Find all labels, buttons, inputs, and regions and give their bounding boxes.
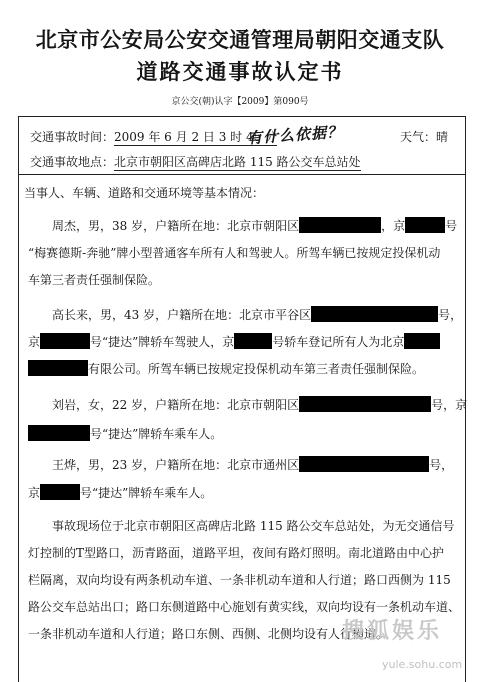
party1-text: 号: [445, 219, 458, 233]
party2-text: 京: [28, 335, 41, 349]
weather-row: [400, 128, 448, 145]
redaction-block: [311, 306, 438, 322]
scene-line2: 灯控制的T型路口，沥青路面，道路平坦，夜间有路灯照明。南北道路由中心护: [28, 546, 445, 560]
party3-text: 号，京: [431, 398, 468, 412]
party3-line1: [52, 396, 467, 413]
redaction-block: [299, 396, 431, 412]
document-title: 道路交通事故认定书: [136, 60, 344, 84]
party4-text: 京: [28, 486, 41, 500]
incident-place-row: [30, 153, 361, 170]
scene-line5: 一条非机动车道和人行道；路口东侧、西侧、北侧均设有人行横道。: [28, 627, 389, 641]
place-value: 北京市朝阳区高碑店北路 115 路公交车总站处: [114, 155, 361, 169]
incident-time-row: [30, 128, 277, 145]
handwritten-note: 有什么依据？: [246, 122, 344, 148]
party2-line3: [28, 360, 424, 377]
place-label: 交通事故地点：: [30, 155, 115, 169]
redaction-block: [40, 333, 90, 349]
party1-line2: “梅赛德斯-奔驰”牌小型普通客车所有人和驾驶人。所驾车辆已按规定投保机动: [28, 246, 441, 260]
scene-line3: 栏隔离，双向均设有两条机动车道、一条非机动车道和人行道；路口西侧为 115: [28, 573, 451, 587]
authority-title: 北京市公安局公安交通管理局朝阳交通支队: [35, 28, 445, 52]
party1-text: 周杰，男，38 岁，户籍所在地：北京市朝阳区: [52, 219, 300, 233]
party2-text: 号轿车登记所有人为北京: [272, 335, 405, 349]
party4-line1: [52, 456, 453, 473]
redaction-block: [234, 333, 272, 349]
party2-line2: [28, 333, 440, 350]
party2-text: 高长来，男，43 岁，户籍所在地：北京市平谷区: [52, 308, 312, 322]
party2-text: 号“捷达”牌轿车驾驶人，京: [90, 335, 235, 349]
scene-line4: 路公交车总站出口；路口东侧道路中心施划有黄实线，双向均设有一条机动车道、: [28, 600, 461, 614]
sohu-watermark-url: yule.sohu.com: [382, 658, 463, 671]
party2-text: 号，: [438, 308, 463, 322]
party3-text: 刘岩，女，22 岁，户籍所在地：北京市朝阳区: [52, 398, 300, 412]
party2-line1: [52, 306, 462, 323]
party4-text: 号，: [429, 458, 454, 472]
weather-label: 天气：: [400, 130, 437, 144]
redaction-block: [28, 425, 90, 441]
party2-text: 有限公司。所驾车辆已按规定投保机动车第三者责任强制保险。: [88, 362, 425, 376]
party1-text: ，京: [381, 219, 406, 233]
redaction-block: [405, 217, 445, 233]
redaction-block: [28, 360, 88, 376]
party4-text: 号“捷达”牌轿车乘车人。: [80, 486, 213, 500]
document-number: 京公交(朝)认字【2009】第090号: [171, 97, 309, 107]
party3-text: 号“捷达”牌轿车乘车人。: [90, 427, 223, 441]
scene-line1: 事故现场位于北京市朝阳区高碑店北路 115 路公交车总站处，为无交通信号: [52, 519, 455, 533]
time-label: 交通事故时间：: [30, 130, 115, 144]
weather-value: 晴: [436, 130, 449, 144]
party1-line1: [52, 217, 457, 234]
party3-line2: [28, 425, 222, 442]
redaction-block: [299, 456, 429, 472]
party4-line2: [28, 484, 212, 501]
redaction-block: [40, 484, 80, 500]
sohu-watermark-logo: 搜狐娱乐: [342, 619, 443, 644]
party1-line3: 车第三者责任强制保险。: [28, 273, 161, 287]
time-value: 2009 年 6 月 2 日 3 时 45 分: [114, 130, 278, 144]
party4-text: 王烨，男，23 岁，户籍所在地：北京市通州区: [52, 458, 300, 472]
intro-line: 当事人、车辆、道路和交通环境等基本情况：: [24, 186, 265, 200]
header-divider: [18, 174, 466, 175]
redaction-block: [299, 217, 381, 233]
redaction-block: [404, 333, 440, 349]
